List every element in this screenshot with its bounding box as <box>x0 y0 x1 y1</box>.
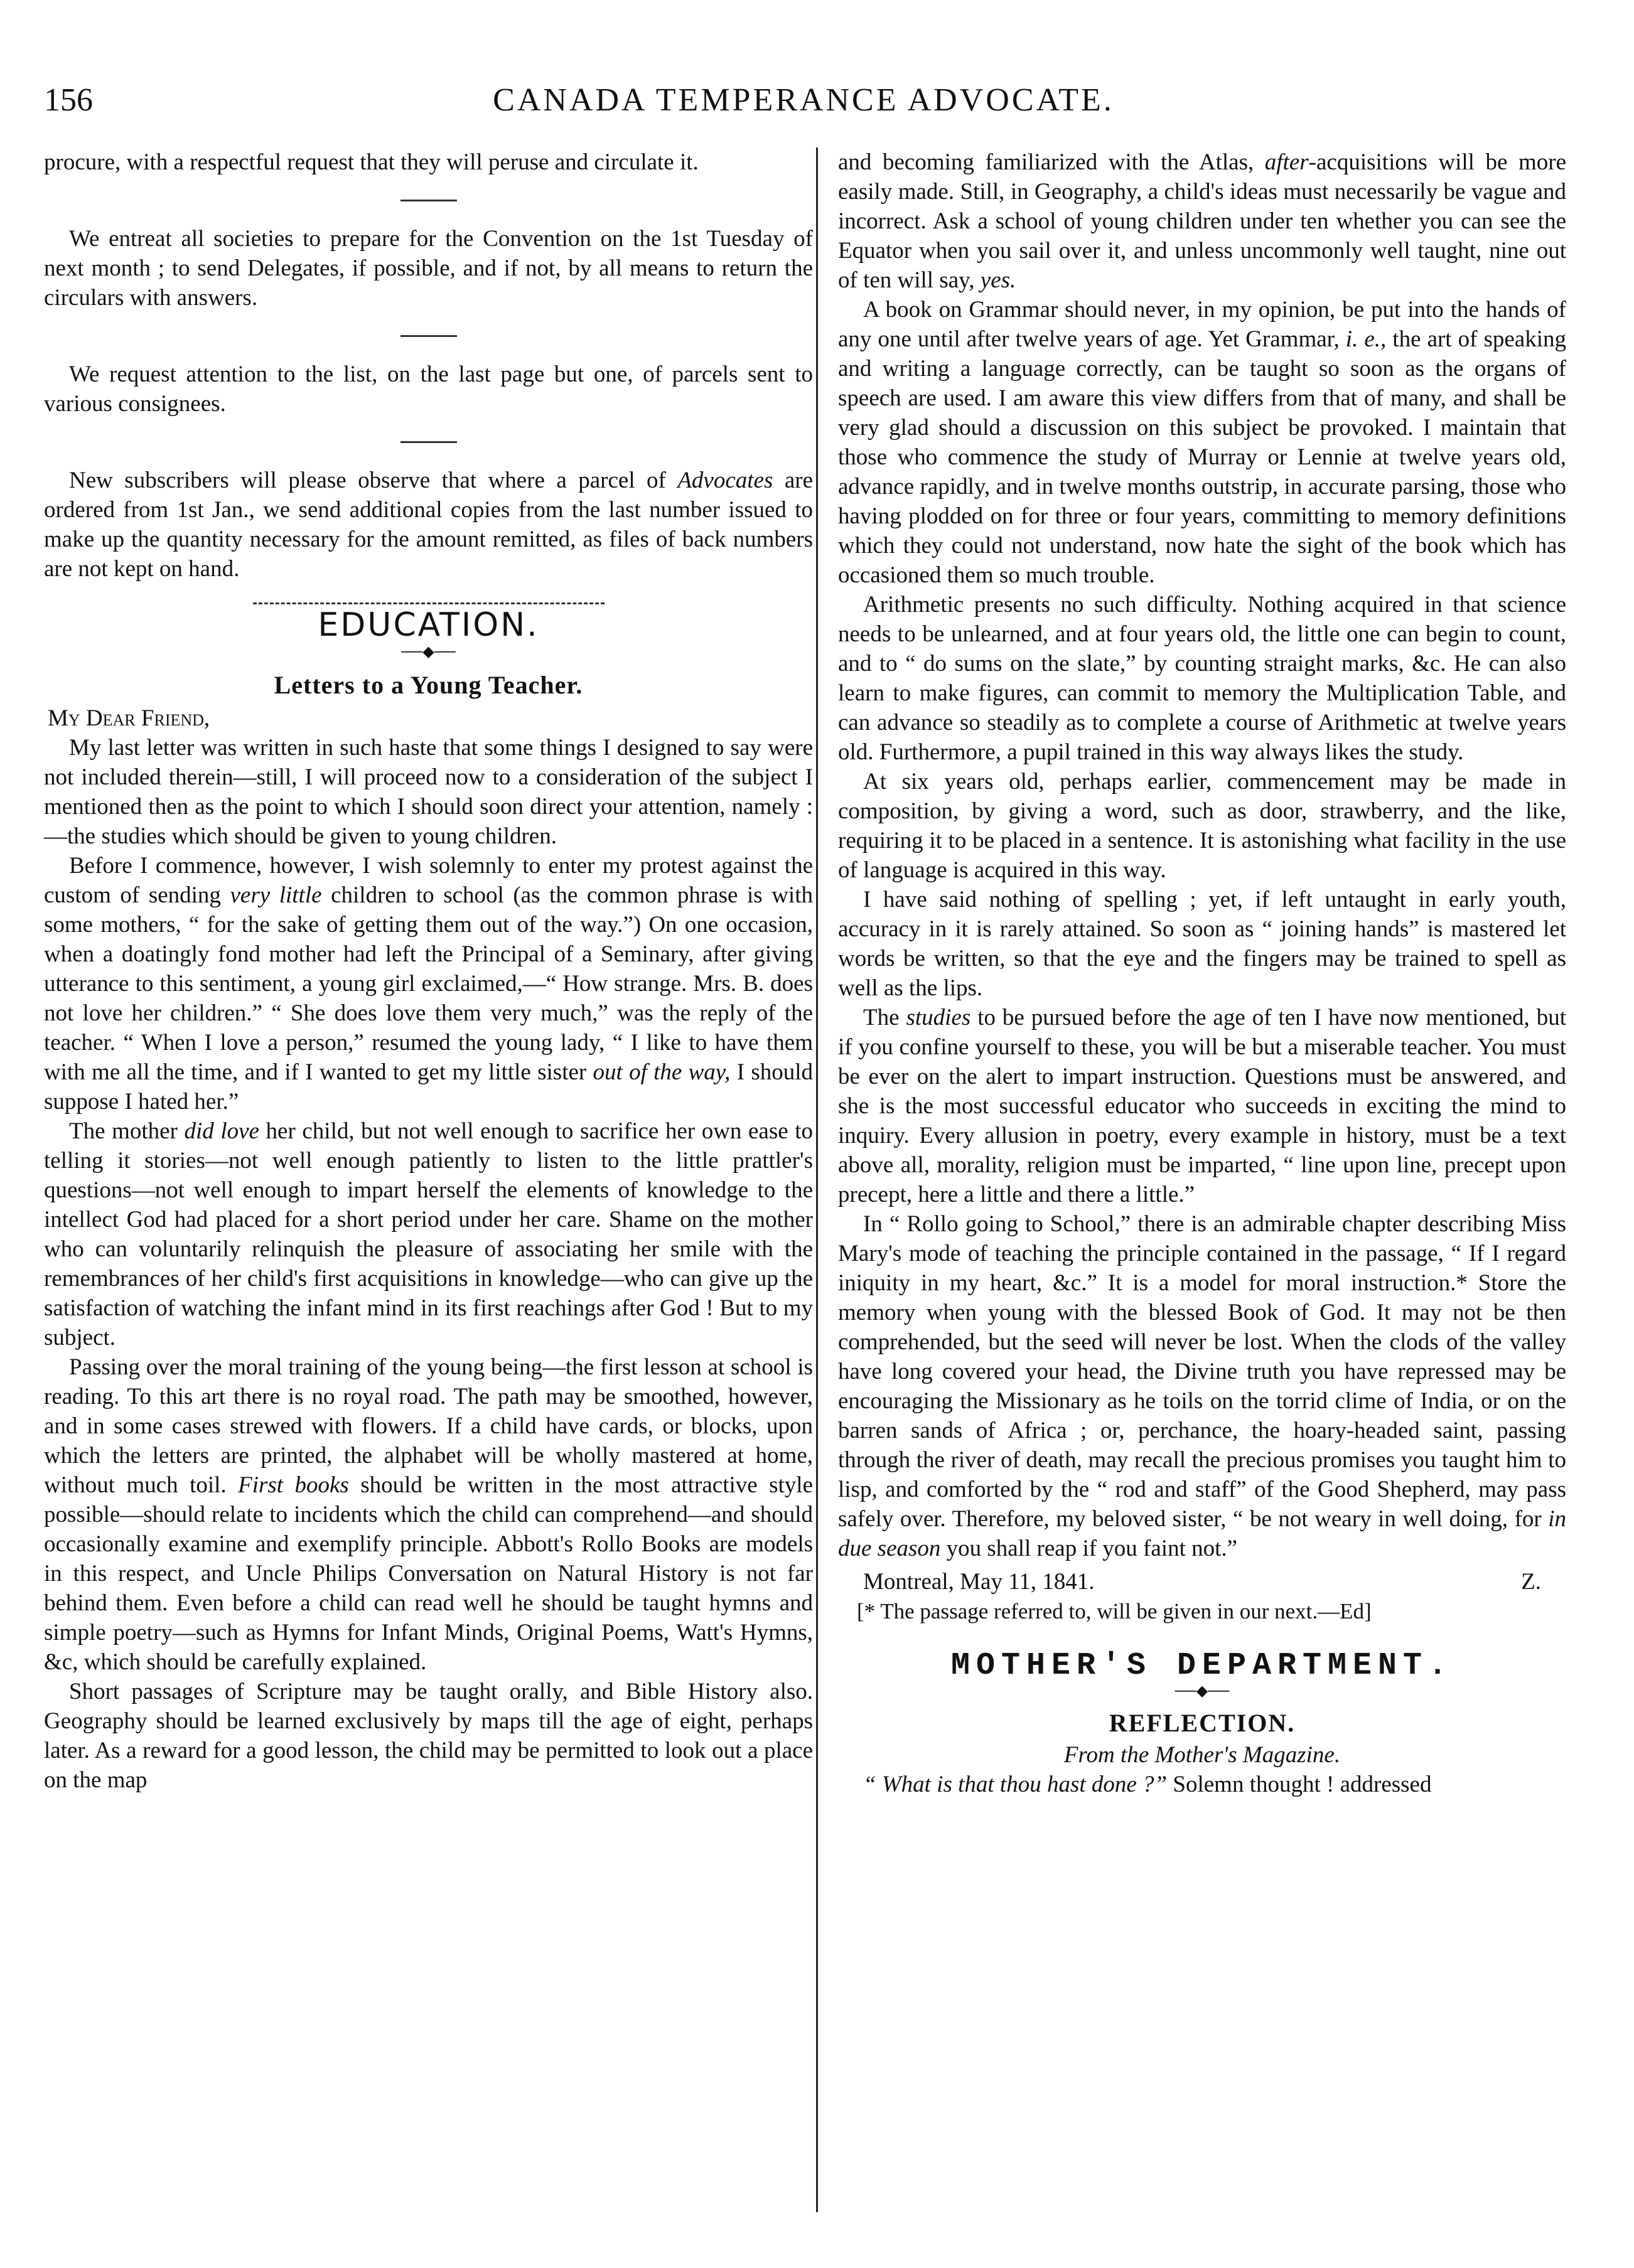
emphasis-text: in due season <box>838 1506 1566 1561</box>
right-column <box>838 147 1566 1799</box>
signoff-line <box>838 1567 1566 1597</box>
text-run: the art of speaking and writing a language correctly, can be taught so soon as the organs of speech are used. I am aware this view differs from that of many, and shall be very glad should a discussion on this subject be provoked. I maintain that those who commence the study of Murray or Lennie at twelve years old, advance rapidly, and in twelve months outstrip, in accurate parsing, those who having plodded on for three or four years, committing to memory definitions which they could not understand, now hate the sight of the book which has occasioned them so much trouble. <box>838 326 1567 588</box>
emphasis-text: did love <box>184 1118 259 1144</box>
ornamental-rule <box>253 602 605 604</box>
text-run: Solemn thought ! addressed <box>1167 1772 1432 1797</box>
text-run: are ordered from 1st Jan., we send additional copies from the last number issued to make up the quantity necessary for the amount remitted, as files of back numbers are not kept on hand. <box>44 468 813 582</box>
article-paragraph: Arithmetic presents no such difficulty. Nothing acquired in that science needs to be unlearned, and at four years old, the little one can begin to count, and to “ do sums on the slate,” by counting straight marks, &c. He can also learn to make figures, can commit to memory the Multiplication Table, and can advance so steadily as to complete a course of Arithmetic at twelve years old. Furthermore, a pupil trained in this way always likes the study. <box>838 592 1566 765</box>
text-run: Before I commence, however, I wish solemnly to enter my protest against the custom of sending <box>44 853 813 908</box>
text-run: A book on Grammar should never, in my opinion, be put into the hands of any one until after twelve years of age. Yet Grammar, <box>838 297 1566 352</box>
section-title: EDUCATION. <box>318 606 539 644</box>
text-run: and becoming familiarized with the Atlas, <box>838 149 1265 175</box>
emphasis-text: very little <box>230 882 322 908</box>
article-paragraph <box>838 1003 1566 1209</box>
text-run: The <box>863 1005 906 1030</box>
article-title: Letters to a Young Teacher. <box>274 671 583 699</box>
article-paragraph <box>44 851 813 1116</box>
emphasis-text: First books <box>238 1472 349 1498</box>
reflection-title: REFLECTION. <box>1109 1709 1296 1737</box>
article-paragraph <box>838 295 1566 590</box>
emphasis-text: Advocates <box>677 468 773 493</box>
article-paragraph <box>838 1209 1566 1563</box>
notice-paragraph: We entreat all societies to prepare for the Convention on the 1st Tuesday of next month ; to send Delegates, if possible, and if not, by all means to return the circulars with answers. <box>44 226 813 311</box>
emphasis-text: studies <box>906 1005 971 1030</box>
text-run: -acquisitions will be more easily made. Still, in Geography, a child's ideas must necessarily be vague and incorrect. Ask a school of young children under ten whether you can see the Equator when you sail over it, and unless uncommonly well taught, nine out of ten will say, <box>838 149 1566 293</box>
article-paragraph: My last letter was written in such haste that some things I designed to say were not included therein—still, I will proceed now to a consideration of the subject I mentioned then as the point to which I should soon direct your attention, namely :—the studies which should be given to young children. <box>44 735 813 849</box>
article-paragraph <box>44 1352 813 1677</box>
divider-rule <box>400 200 457 201</box>
text-run: should be written in the most attractive style possible—should relate to incidents which the child can comprehend—and should occasionally examine and exemplify principle. Abbott's Rollo Books are models in this respect, and Uncle Philips Conversation on Natural History is not far behind them. Even before a child can read well he should be taught hymns and simple poetry—such as Hymns for Infant Minds, Original Poems, Watt's Hymns, &c, which should be carefully explained. <box>44 1472 814 1675</box>
text-run: I should suppose I hated her.” <box>44 1059 814 1115</box>
text-run: you shall reap if you faint not.” <box>940 1536 1238 1561</box>
text-run: New subscribers will please observe that where a parcel of <box>69 468 678 493</box>
emphasis-text: “ What is that thou hast done ?” <box>863 1772 1168 1797</box>
signature: Z. <box>1521 1569 1541 1595</box>
editor-footnote: [* The passage referred to, will be given in our next.—Ed] <box>857 1599 1372 1623</box>
text-run: Passing over the moral training of the young being—the first lesson at school is reading. To this art there is no royal road. The path may be smoothed, however, and in some cases strewed with flowers. If a child have cards, or blocks, upon which the letters are printed, the alphabet will be wholly mastered at home, without much toil. <box>44 1354 813 1498</box>
department-title: MOTHER'S DEPARTMENT. <box>950 1648 1454 1684</box>
running-head-title: CANADA TEMPERANCE ADVOCATE. <box>493 82 1114 118</box>
emphasis-text: i. e., <box>1345 326 1387 352</box>
reflection-source: From the Mother's Magazine. <box>1063 1742 1341 1768</box>
emphasis-text: after <box>1264 149 1309 175</box>
notice-paragraph <box>44 466 813 584</box>
article-paragraph: Short passages of Scripture may be taught orally, and Bible History also. Geography should be learned exclusively by maps till the age of eight, perhaps later. As a reward for a good lesson, the child may be permitted to look out a place on the map <box>44 1679 813 1793</box>
article-paragraph <box>44 1116 813 1352</box>
text-run: to be pursued before the age of ten I have now mentioned, but if you confine yourself to these, you will be but a miserable teacher. You must be ever on the alert to impart instruction. Questions must be answered, and she is the most successful educator who succeeds in exciting the mind to inquiry. Every allusion in poetry, every example in history, must be a text above all, morality, religion must be imparted, “ line upon line, precept upon precept, here a little and there a little.” <box>838 1005 1566 1207</box>
text-run: her child, but not well enough to sacrifice her own ease to telling it stories—not well enough patiently to listen to the little prattler's questions—not well enough to impart herself the elements of knowledge to the intellect God had placed for a short period under her care. Shame on the mother who can voluntarily relinquish the pleasure of associating her smile with the remembrances of her child's first acquisitions in knowledge—who can give up the satisfaction of watching the infant mind in its first reachings after God ! But to my subject. <box>44 1118 814 1351</box>
diamond-ornament-icon: ──◆── <box>401 644 456 660</box>
column-divider <box>816 147 818 2212</box>
article-paragraph <box>838 1770 1566 1799</box>
article-paragraph <box>838 147 1566 295</box>
page-number: 156 <box>44 82 93 118</box>
article-paragraph: I have said nothing of spelling ; yet, if left untaught in early youth, accuracy in it is rarely attained. So soon as “ joining hands” is mastered let words be written, so that the eye and the fingers may be trained to spell as well as the lips. <box>838 887 1566 1001</box>
page-header <box>44 82 1563 132</box>
article-paragraph: At six years old, perhaps earlier, commencement may be made in composition, by giving a word, such as door, strawberry, and the like, requiring it to be placed in a sentence. It is astonishing what facility in the use of language is acquired in this way. <box>838 769 1566 883</box>
divider-rule <box>400 335 457 337</box>
salutation: My Dear Friend, <box>48 705 210 731</box>
diamond-ornament-icon: ──◆── <box>1174 1683 1230 1699</box>
text-run: children to school (as the common phrase is with some mothers, “ for the sake of getting them out of the way.”) On one occasion, when a doatingly fond mother had left the Principal of a Seminary, after giving utterance to this sentiment, a young girl exclaimed,—“ How strange. Mrs. B. does not love her children.” “ She does love them very much,” was the reply of the teacher. “ When I love a person,” resumed the young lady, “ I like to have them with me all the time, and if I wanted to get my little sister <box>44 882 813 1085</box>
place-date: Montreal, May 11, 1841. <box>863 1569 1095 1595</box>
notice-paragraph: procure, with a respectful request that they will peruse and circulate it. <box>44 149 699 175</box>
divider-rule <box>400 441 457 443</box>
text-run: In “ Rollo going to School,” there is an admirable chapter describing Miss Mary's mode of teaching the principle contained in the passage, “ If I regard iniquity in my heart, &c.” It is a model for moral instruction.* Store the memory when young with the blessed Book of God. It may not be then comprehended, but the seed will never be lost. When the clods of the valley have long covered your head, the Divine truth you have repressed may be encouraging the Missionary as he toils on the torrid clime of India, or on the barren sands of Africa ; or, perchance, the hoary-headed saint, passing through the river of death, may recall the precious promises you taught him to lisp, and comforted by the “ rod and staff” of the Good Shepherd, may pass safely over. Therefore, my beloved sister, “ be not weary in well doing, for <box>838 1211 1566 1532</box>
emphasis-text: out of the way, <box>593 1059 731 1085</box>
left-column <box>44 147 813 1795</box>
emphasis-text: yes. <box>980 267 1016 293</box>
text-run: The mother <box>69 1118 185 1144</box>
notice-paragraph: We request attention to the list, on the last page but one, of parcels sent to various consignees. <box>44 361 813 417</box>
